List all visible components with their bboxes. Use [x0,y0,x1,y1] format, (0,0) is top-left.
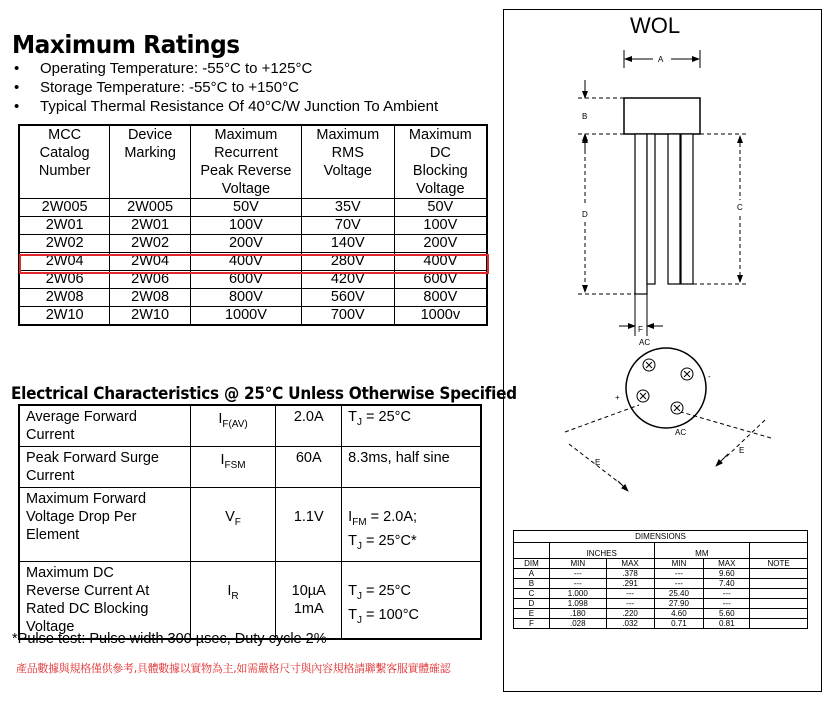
ratings-cell: 2W005 [110,199,191,217]
dimension-cell: .032 [606,619,654,629]
dimension-cell: .220 [606,609,654,619]
column-header: DIM [514,559,550,569]
pin-label-minus: - [708,372,711,381]
dimension-cell [750,589,808,599]
ratings-cell: 2W08 [19,289,110,307]
ratings-cell: 2W005 [19,199,110,217]
dimension-cell: 0.81 [704,619,750,629]
ratings-cell: 800V [190,289,301,307]
package-body [624,98,700,134]
ratings-bullet-list [14,59,438,116]
lead [668,134,680,284]
column-header: MIN [549,559,606,569]
dimension-row [514,609,808,619]
dimension-cell: --- [704,589,750,599]
ratings-cell: 560V [301,289,394,307]
symbol-cell: $V_F$ [190,488,276,562]
ratings-cell: 400V [394,253,487,271]
disclaimer-text: 產品數據與規格僅供參考,具體數據以實物為主,如需嚴格尺寸與內容規格請聯繫客服實體確認 [16,662,451,675]
dimension-cell: 1.000 [549,589,606,599]
dim-label-e: E [595,458,601,467]
package-name: WOL [630,13,681,38]
dimension-cell: --- [654,569,704,579]
symbol-cell: $I_R$ [190,562,276,640]
dimension-cell: 1.098 [549,599,606,609]
ratings-column-header: Maximum DC Blocking Voltage [394,125,487,199]
ratings-cell: 2W10 [110,307,191,326]
package-drawing [503,40,822,510]
electrical-body [19,405,481,639]
dimension-cell [750,599,808,609]
value-cell: 2.0A [276,405,342,447]
parameter-cell: Maximum Forward Voltage Drop Per Element [19,488,190,562]
dim-label-c: C [737,203,743,212]
ratings-cell: 200V [394,235,487,253]
dimension-cell: --- [549,569,606,579]
dimension-cell: C [514,589,550,599]
dimension-row [514,619,808,629]
ratings-row [19,217,487,235]
ratings-cell: 420V [301,271,394,289]
condition-cell: 8.3ms, half sine [342,447,481,488]
dimension-cell: .180 [549,609,606,619]
bullet-icon: • [14,60,20,77]
parameter-cell: Peak Forward Surge Current [19,447,190,488]
dim-label-e: E [739,446,745,455]
pin-plus [637,390,649,402]
dimension-cell: 9.60 [704,569,750,579]
lead-long [635,134,647,294]
dim-e-arrow [716,454,728,466]
dim-e-line [725,420,765,458]
dimension-cell: B [514,579,550,589]
dimension-cell [750,579,808,589]
value-cell: 1.1V [276,488,342,562]
dimensions-table [513,530,808,629]
ratings-cell: 600V [190,271,301,289]
ratings-cell: 200V [190,235,301,253]
ratings-column-header: Maximum RMS Voltage [301,125,394,199]
dimension-cell: 7.40 [704,579,750,589]
dimensions-group-row [514,543,808,559]
ratings-cell: 35V [301,199,394,217]
extension-line [565,405,639,432]
pulse-test-note: *Pulse test: Pulse width 300 µsec, Duty cycle 2% [12,631,327,647]
electrical-characteristics-title: Electrical Characteristics @ 25°C Unless Otherwise Specified [11,384,517,404]
ratings-cell: 70V [301,217,394,235]
page-title: Maximum Ratings [12,30,240,59]
group-inches: INCHES [549,543,654,559]
dimension-cell: 0.71 [654,619,704,629]
dimension-cell [750,569,808,579]
dimension-row [514,569,808,579]
dimension-cell: --- [549,579,606,589]
column-header: MAX [606,559,654,569]
bullet-item: • Typical Thermal Resistance Of 40°C/W Junction To Ambient [14,98,439,115]
dim-label-f: F [638,325,643,334]
dimension-cell: E [514,609,550,619]
pin-label-plus: + [615,393,620,402]
electrical-row [19,488,481,562]
dimension-cell: 4.60 [654,609,704,619]
ratings-cell: 2W08 [110,289,191,307]
symbol-cell: $I_{F(AV)}$ [190,405,276,447]
ratings-cell: 2W01 [110,217,191,235]
dimension-row [514,589,808,599]
dimension-cell: 5.60 [704,609,750,619]
ratings-cell: 100V [190,217,301,235]
dimensions-title: DIMENSIONS [514,531,808,543]
parameter-cell: Maximum DC Reverse Current At Rated DC Blocking Voltage [19,562,190,640]
ratings-row [19,289,487,307]
dimension-cell: A [514,569,550,579]
ratings-cell: 280V [301,253,394,271]
condition-cell: $I_{FM} = 2.0A$; $T_J = 25^\circ C*$ [342,488,481,562]
electrical-table [18,404,482,640]
electrical-row [19,405,481,447]
dimensions-columns-row [514,559,808,569]
ratings-cell: 50V [190,199,301,217]
dimension-cell: F [514,619,550,629]
pin-ac-top [643,359,655,371]
lead [681,134,693,284]
bullet-icon: • [14,79,20,96]
dim-e-arrow [618,481,628,491]
dimension-cell: --- [704,599,750,609]
column-header: MAX [704,559,750,569]
pin-label-ac-bottom: AC [675,428,687,437]
ratings-cell: 600V [394,271,487,289]
pin-label-ac-top: AC [639,338,651,347]
dim-label-d: D [582,210,588,219]
condition-cell: $T_J = 25^\circ C$ $T_J = 100^\circ C$ [342,562,481,640]
ratings-cell: 2W04 [110,253,191,271]
ratings-row [19,199,487,217]
ratings-column-header: Maximum Recurrent Peak Reverse Voltage [190,125,301,199]
ratings-cell: 1000V [190,307,301,326]
highlight-box-2w04 [19,254,489,274]
ratings-cell: 800V [394,289,487,307]
parameter-cell: Average Forward Current [19,405,190,447]
dimensions-body [514,531,808,629]
condition-cell: $T_J = 25^\circ C$ [342,405,481,447]
electrical-row [19,562,481,640]
dimension-cell: --- [606,599,654,609]
column-header: NOTE [750,559,808,569]
dim-label-b: B [582,112,588,121]
electrical-row [19,447,481,488]
dimension-cell: --- [606,589,654,599]
dimension-row [514,599,808,609]
ratings-cell: 50V [394,199,487,217]
bullet-item: • Storage Temperature: -55°C to +150°C [14,79,299,96]
dim-label-a: A [658,55,664,64]
dimension-cell: 25.40 [654,589,704,599]
dimension-cell: .378 [606,569,654,579]
ratings-cell: 100V [394,217,487,235]
ratings-cell: 2W04 [19,253,110,271]
group-mm: MM [654,543,750,559]
ratings-cell: 2W02 [110,235,191,253]
ratings-cell: 140V [301,235,394,253]
ratings-cell: 2W06 [110,271,191,289]
symbol-cell: $I_{FSM}$ [190,447,276,488]
ratings-cell: 2W10 [19,307,110,326]
extension-line [681,412,771,438]
pin-minus [681,368,693,380]
dimension-cell: --- [654,579,704,589]
ratings-cell: 2W02 [19,235,110,253]
ratings-cell: 400V [190,253,301,271]
column-header: MIN [654,559,704,569]
ratings-row [19,235,487,253]
ratings-cell: 1000v [394,307,487,326]
dimension-cell: 27.90 [654,599,704,609]
dimension-row [514,579,808,589]
ratings-cell: 2W06 [19,271,110,289]
dimension-cell: .028 [549,619,606,629]
ratings-column-header: Device Marking [110,125,191,199]
dimensions-title-row [514,531,808,543]
bullet-item: • Operating Temperature: -55°C to +125°C [14,60,313,77]
dimension-cell: .291 [606,579,654,589]
dimension-cell [750,609,808,619]
ratings-cell: 2W01 [19,217,110,235]
ratings-column-header: MCC Catalog Number [19,125,110,199]
value-cell: 10µA 1mA [276,562,342,640]
ratings-header-row [19,125,487,199]
ratings-table [18,124,488,326]
dimension-cell [750,619,808,629]
value-cell: 60A [276,447,342,488]
ratings-cell: 700V [301,307,394,326]
bullet-icon: • [14,98,20,115]
ratings-row [19,307,487,326]
dimension-cell: D [514,599,550,609]
lead [647,134,655,284]
